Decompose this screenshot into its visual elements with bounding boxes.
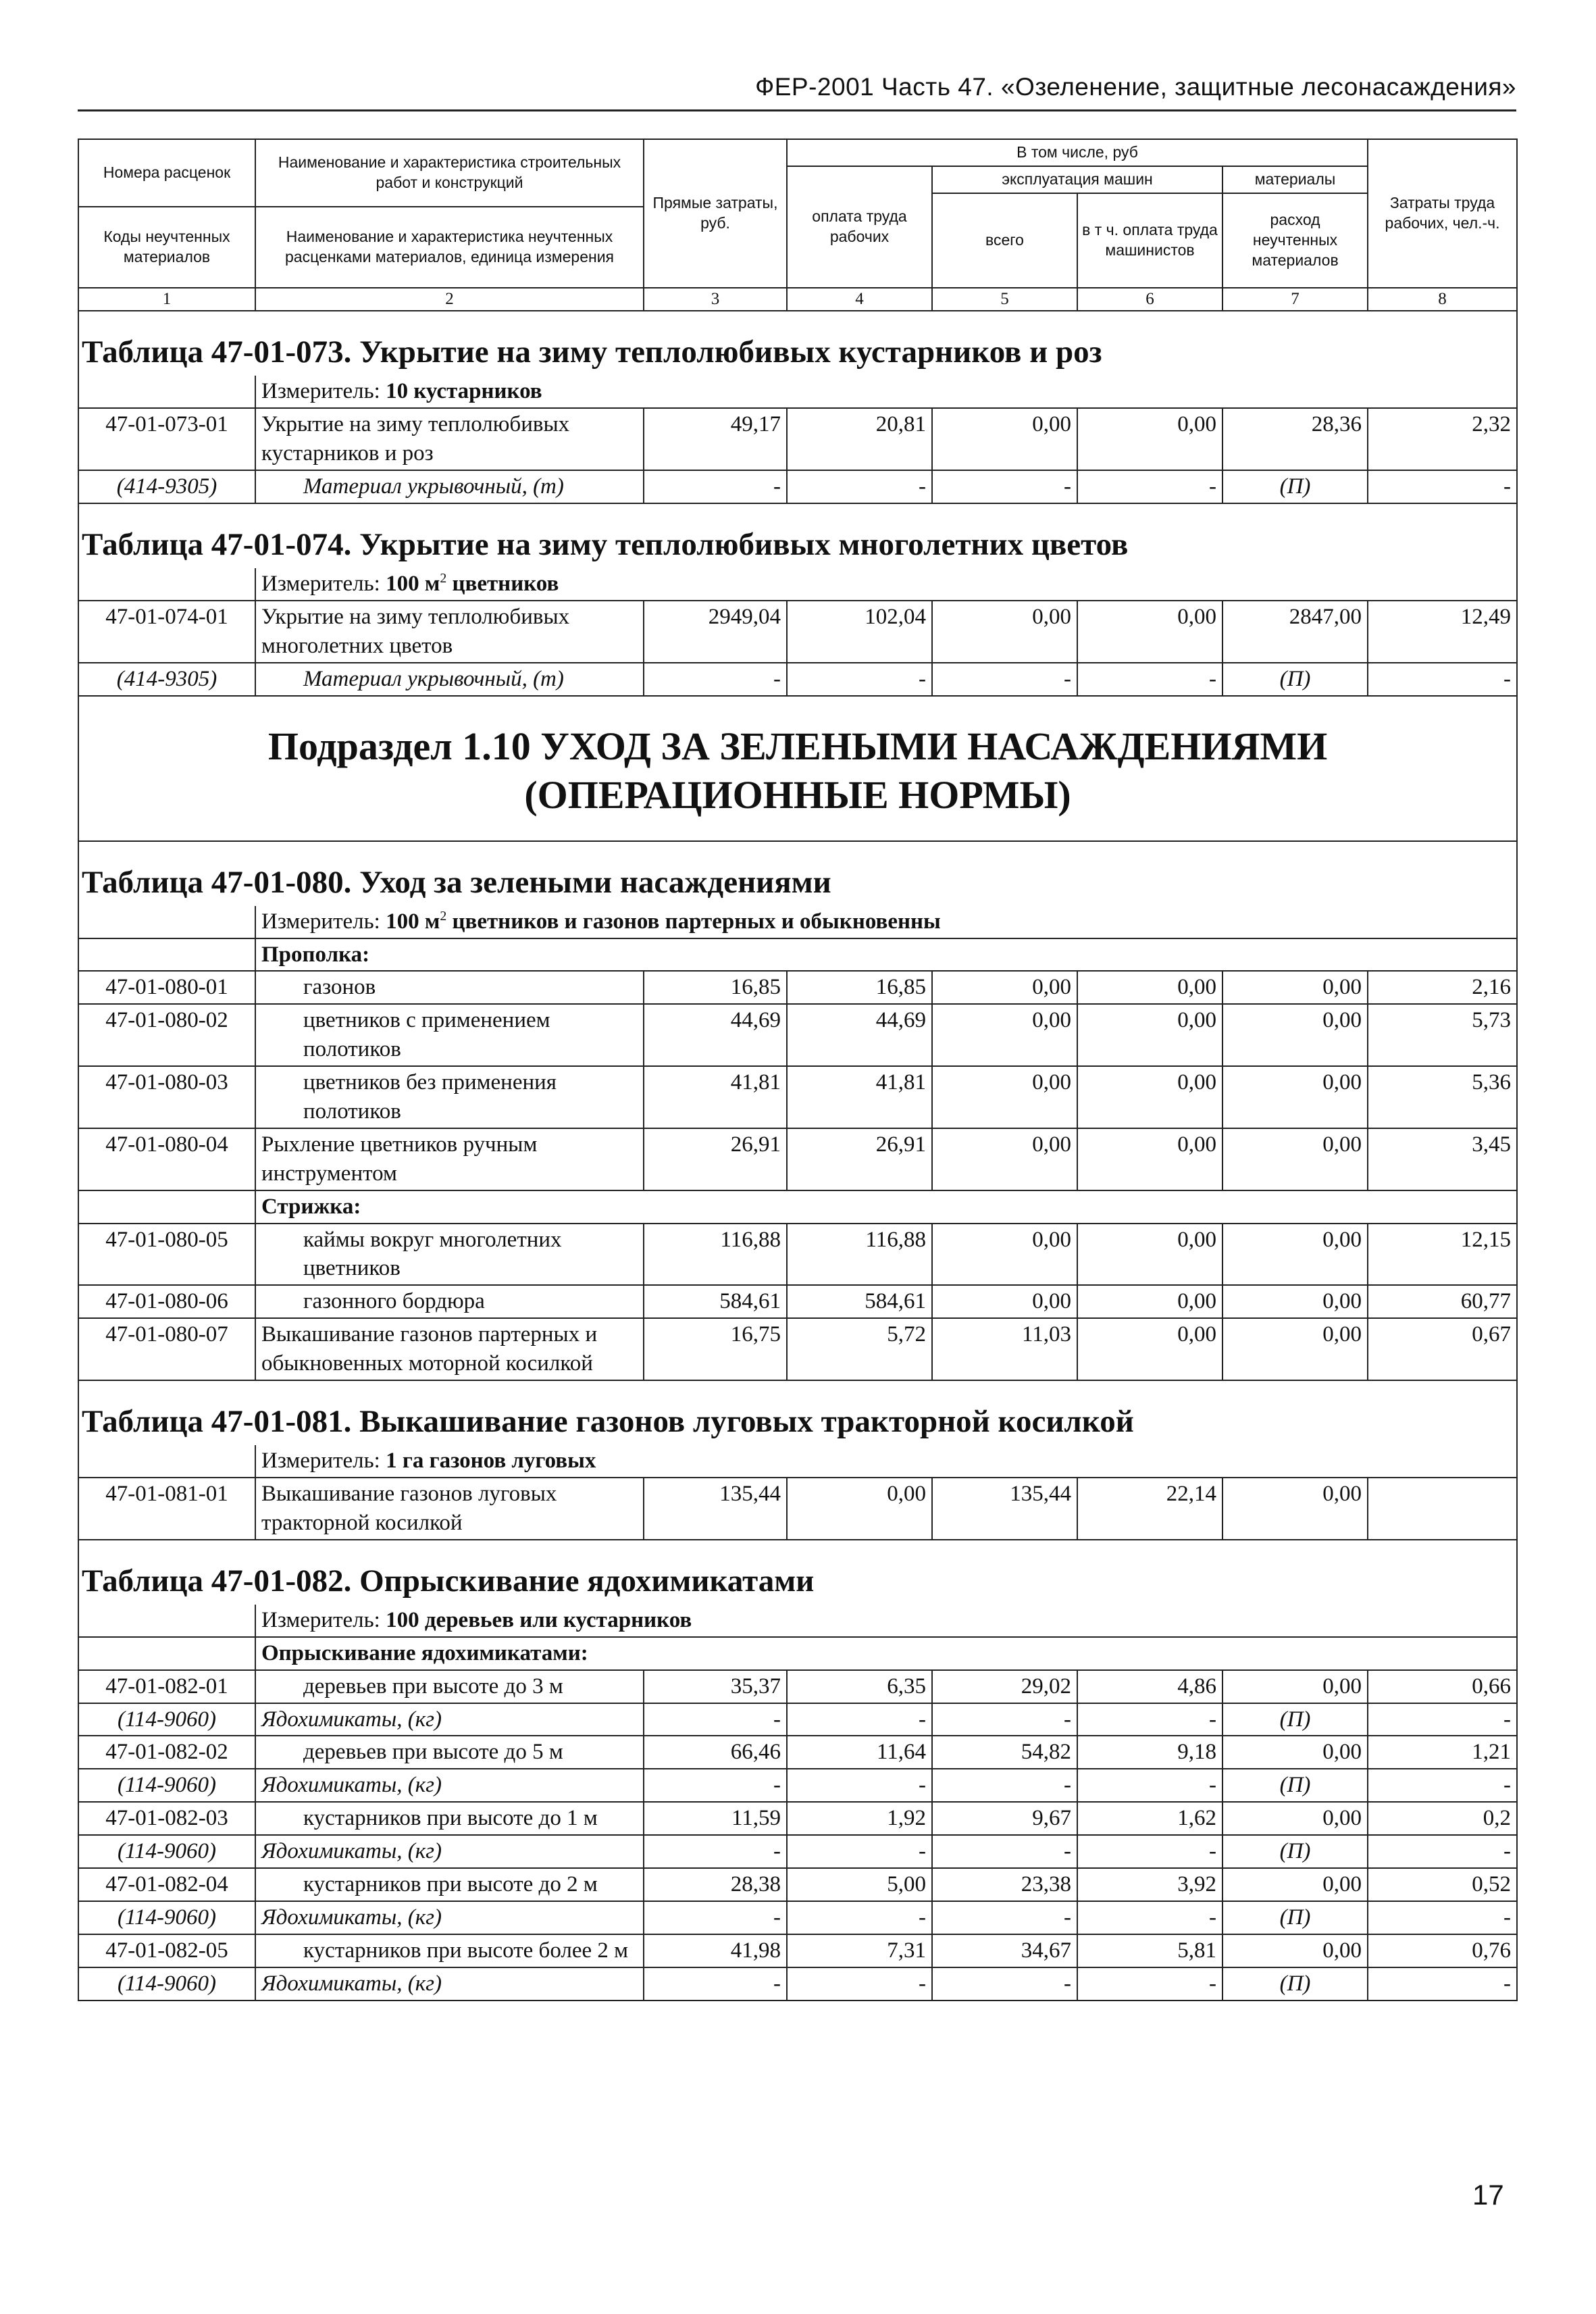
measure-sup: 2	[440, 908, 447, 924]
machines-total: -	[932, 1703, 1077, 1736]
worker-pay: 5,72	[787, 1318, 932, 1380]
rate-code: 47-01-074-01	[78, 601, 255, 663]
materials: 0,00	[1222, 1670, 1368, 1703]
machinist-pay: -	[1077, 1703, 1222, 1736]
materials: 0,00	[1222, 1736, 1368, 1769]
machines-total: 0,00	[932, 1285, 1077, 1318]
machinist-pay: 0,00	[1077, 1004, 1222, 1066]
rate-code: 47-01-080-07	[78, 1318, 255, 1380]
machines-group-header: эксплуатация машин	[932, 166, 1222, 193]
rate-name: кустарников при высоте до 2 м	[255, 1868, 644, 1901]
measure-prefix: Измеритель:	[261, 1449, 386, 1474]
table-title-080: Таблица 47-01-080. Уход за зелеными насаждениями	[78, 841, 1517, 906]
material-code: (114-9060)	[78, 1835, 255, 1868]
measure-value: 100 деревьев или кустарников	[386, 1607, 692, 1632]
materials-group-header: материалы	[1222, 166, 1368, 193]
machines-total: 9,67	[932, 1802, 1077, 1835]
machines-total: -	[932, 1769, 1077, 1802]
labor-hours: 60,77	[1368, 1285, 1517, 1318]
direct-costs: 16,75	[644, 1318, 787, 1380]
materials: (П)	[1222, 663, 1368, 696]
column-number: 6	[1077, 288, 1222, 311]
measure-unit-074	[255, 568, 1517, 601]
table-row	[78, 408, 1517, 470]
labor-hours: -	[1368, 1835, 1517, 1868]
labor-hours: 3,45	[1368, 1128, 1517, 1190]
labor-hours: 1,21	[1368, 1736, 1517, 1769]
labor-hours: 0,2	[1368, 1802, 1517, 1835]
machines-total: 0,00	[932, 601, 1077, 663]
col3-header: Прямые затраты, руб.	[644, 139, 787, 288]
machinist-pay: -	[1077, 663, 1222, 696]
machinist-pay: 0,00	[1077, 1318, 1222, 1380]
rate-name: Выкашивание газонов партерных и обыкновенных моторной косилкой	[255, 1318, 644, 1380]
direct-costs: 66,46	[644, 1736, 787, 1769]
empty-cell	[78, 376, 255, 408]
labor-hours: 5,36	[1368, 1066, 1517, 1128]
materials: 2847,00	[1222, 601, 1368, 663]
measure-unit-080	[255, 906, 1517, 938]
rate-code: 47-01-082-04	[78, 1868, 255, 1901]
labor-hours: -	[1368, 1901, 1517, 1934]
column-number: 8	[1368, 288, 1517, 311]
subsection-line-1: Подраздел 1.10 УХОД ЗА ЗЕЛЕНЫМИ НАСАЖДЕНИЯМИ	[267, 724, 1328, 768]
subsection-heading	[78, 696, 1517, 841]
material-name: Материал укрывочный, (т)	[255, 663, 644, 696]
table-row	[78, 1868, 1517, 1901]
direct-costs: 26,91	[644, 1128, 787, 1190]
material-name: Материал укрывочный, (т)	[255, 470, 644, 503]
material-name: Ядохимикаты, (кг)	[255, 1703, 644, 1736]
rate-code: 47-01-081-01	[78, 1478, 255, 1540]
header-rule	[78, 109, 1516, 111]
material-row	[78, 663, 1517, 696]
materials: 0,00	[1222, 1868, 1368, 1901]
rate-code: 47-01-080-05	[78, 1224, 255, 1286]
machines-total: -	[932, 663, 1077, 696]
table-row	[78, 1066, 1517, 1128]
table-row	[78, 1670, 1517, 1703]
materials: 0,00	[1222, 1128, 1368, 1190]
rate-name: кустарников при высоте более 2 м	[255, 1934, 644, 1967]
breakdown-group-header: В том числе, руб	[787, 139, 1368, 166]
col2-top-header: Наименование и характеристика строительных работ и конструкций	[255, 139, 644, 207]
machines-total: 11,03	[932, 1318, 1077, 1380]
materials: (П)	[1222, 1769, 1368, 1802]
machines-total: -	[932, 1835, 1077, 1868]
materials: 0,00	[1222, 1934, 1368, 1967]
machines-total: -	[932, 470, 1077, 503]
worker-pay: 116,88	[787, 1224, 932, 1286]
col2-bottom-header: Наименование и характеристика неучтенных расценками материалов, единица измерения	[255, 207, 644, 288]
material-name: Ядохимикаты, (кг)	[255, 1835, 644, 1868]
rate-name: цветников без применения полотиков	[255, 1066, 644, 1128]
rate-code: 47-01-080-02	[78, 1004, 255, 1066]
worker-pay: 44,69	[787, 1004, 932, 1066]
materials: (П)	[1222, 1901, 1368, 1934]
group-label-trimming: Стрижка:	[255, 1190, 1517, 1224]
direct-costs: -	[644, 1703, 787, 1736]
direct-costs: 116,88	[644, 1224, 787, 1286]
worker-pay: 16,85	[787, 971, 932, 1004]
worker-pay: -	[787, 1901, 932, 1934]
materials: 0,00	[1222, 1802, 1368, 1835]
material-code: (414-9305)	[78, 470, 255, 503]
measure-value: 100 м	[386, 572, 440, 597]
worker-pay: 20,81	[787, 408, 932, 470]
measure-sup: 2	[440, 571, 447, 586]
rate-code: 47-01-080-06	[78, 1285, 255, 1318]
machines-total: 0,00	[932, 1004, 1077, 1066]
rate-name: деревьев при высоте до 3 м	[255, 1670, 644, 1703]
measure-value: 10 кустарников	[386, 379, 542, 404]
labor-hours: 0,52	[1368, 1868, 1517, 1901]
column-number: 5	[932, 288, 1077, 311]
col4-header: оплата труда рабочих	[787, 166, 932, 288]
worker-pay: -	[787, 470, 932, 503]
labor-hours: 12,15	[1368, 1224, 1517, 1286]
table-row	[78, 1736, 1517, 1769]
worker-pay: 5,00	[787, 1868, 932, 1901]
material-row	[78, 1835, 1517, 1868]
machines-total: 54,82	[932, 1736, 1077, 1769]
machinist-pay: 0,00	[1077, 971, 1222, 1004]
material-name: Ядохимикаты, (кг)	[255, 1769, 644, 1802]
direct-costs: -	[644, 470, 787, 503]
worker-pay: -	[787, 1769, 932, 1802]
rate-code: 47-01-080-04	[78, 1128, 255, 1190]
empty-cell	[78, 1637, 255, 1670]
materials: 0,00	[1222, 1478, 1368, 1540]
materials: (П)	[1222, 1703, 1368, 1736]
materials: 0,00	[1222, 1285, 1368, 1318]
materials: 0,00	[1222, 971, 1368, 1004]
machinist-pay: 0,00	[1077, 1128, 1222, 1190]
material-row	[78, 470, 1517, 503]
page-number: 17	[1472, 2179, 1504, 2211]
materials: (П)	[1222, 470, 1368, 503]
table-row	[78, 1318, 1517, 1380]
worker-pay: 41,81	[787, 1066, 932, 1128]
machinist-pay: 5,81	[1077, 1934, 1222, 1967]
machines-total: 0,00	[932, 1066, 1077, 1128]
material-row	[78, 1901, 1517, 1934]
table-row	[78, 601, 1517, 663]
rate-code: 47-01-080-03	[78, 1066, 255, 1128]
rate-name: газонного бордюра	[255, 1285, 644, 1318]
machinist-pay: -	[1077, 1901, 1222, 1934]
machinist-pay: 0,00	[1077, 1066, 1222, 1128]
labor-hours: -	[1368, 470, 1517, 503]
empty-cell	[78, 568, 255, 601]
machinist-pay: -	[1077, 1769, 1222, 1802]
rate-code: 47-01-082-01	[78, 1670, 255, 1703]
worker-pay: 102,04	[787, 601, 932, 663]
machines-total: -	[932, 1901, 1077, 1934]
labor-hours: 0,67	[1368, 1318, 1517, 1380]
material-code: (114-9060)	[78, 1901, 255, 1934]
column-number: 2	[255, 288, 644, 311]
material-name: Ядохимикаты, (кг)	[255, 1901, 644, 1934]
machinist-pay: 3,92	[1077, 1868, 1222, 1901]
measure-prefix: Измеритель:	[261, 1607, 386, 1632]
machinist-pay: 1,62	[1077, 1802, 1222, 1835]
empty-cell	[78, 1445, 255, 1478]
measure-rest: цветников	[446, 572, 559, 597]
labor-hours: 0,76	[1368, 1934, 1517, 1967]
group-label-weeding: Прополка:	[255, 938, 1517, 972]
table-row	[78, 1128, 1517, 1190]
labor-hours: 2,16	[1368, 971, 1517, 1004]
group-label-spraying: Опрыскивание ядохимикатами:	[255, 1637, 1517, 1670]
materials: 0,00	[1222, 1224, 1368, 1286]
direct-costs: -	[644, 663, 787, 696]
empty-cell	[78, 1605, 255, 1637]
direct-costs: 49,17	[644, 408, 787, 470]
machines-total: -	[932, 1967, 1077, 2001]
measure-prefix: Измеритель:	[261, 379, 386, 404]
material-row	[78, 1769, 1517, 1802]
table-title-081: Таблица 47-01-081. Выкашивание газонов луговых тракторной косилкой	[78, 1380, 1517, 1445]
worker-pay: 26,91	[787, 1128, 932, 1190]
worker-pay: -	[787, 1835, 932, 1868]
labor-hours: 2,32	[1368, 408, 1517, 470]
material-code: (414-9305)	[78, 663, 255, 696]
document-header: ФЕР-2001 Часть 47. «Озеленение, защитные лесонасаждения»	[755, 73, 1516, 101]
labor-hours: 12,49	[1368, 601, 1517, 663]
measure-unit-082	[255, 1605, 1517, 1637]
direct-costs: 11,59	[644, 1802, 787, 1835]
labor-hours: 0,66	[1368, 1670, 1517, 1703]
machines-total: 23,38	[932, 1868, 1077, 1901]
measure-prefix: Измеритель:	[261, 572, 386, 597]
machinist-pay: 22,14	[1077, 1478, 1222, 1540]
col5-header: всего	[932, 193, 1077, 288]
materials: 28,36	[1222, 408, 1368, 470]
labor-hours: 5,73	[1368, 1004, 1517, 1066]
direct-costs: 35,37	[644, 1670, 787, 1703]
worker-pay: -	[787, 1967, 932, 2001]
column-number: 4	[787, 288, 932, 311]
direct-costs: -	[644, 1769, 787, 1802]
labor-hours: -	[1368, 663, 1517, 696]
machines-total: 34,67	[932, 1934, 1077, 1967]
rate-name: Выкашивание газонов луговых тракторной косилкой	[255, 1478, 644, 1540]
machines-total: 135,44	[932, 1478, 1077, 1540]
materials: (П)	[1222, 1835, 1368, 1868]
rate-name: каймы вокруг многолетних цветников	[255, 1224, 644, 1286]
machinist-pay: -	[1077, 1835, 1222, 1868]
machinist-pay: 0,00	[1077, 1285, 1222, 1318]
table-row	[78, 1004, 1517, 1066]
direct-costs: 2949,04	[644, 601, 787, 663]
machinist-pay: -	[1077, 1967, 1222, 2001]
machinist-pay: 0,00	[1077, 601, 1222, 663]
empty-cell	[78, 938, 255, 972]
labor-hours: -	[1368, 1703, 1517, 1736]
direct-costs: 41,98	[644, 1934, 787, 1967]
subsection-line-2: (ОПЕРАЦИОННЫЕ НОРМЫ)	[524, 773, 1071, 818]
machinist-pay: 4,86	[1077, 1670, 1222, 1703]
col8-header: Затраты труда рабочих, чел.-ч.	[1368, 139, 1517, 288]
rate-name: Укрытие на зиму теплолюбивых многолетних цветов	[255, 601, 644, 663]
material-code: (114-9060)	[78, 1967, 255, 2001]
col7-header: расход неучтенных материалов	[1222, 193, 1368, 288]
worker-pay: 11,64	[787, 1736, 932, 1769]
table-row	[78, 1478, 1517, 1540]
worker-pay: 584,61	[787, 1285, 932, 1318]
measure-unit-073	[255, 376, 1517, 408]
measure-rest: цветников и газонов партерных и обыкновенны	[446, 909, 941, 934]
table-title-074: Таблица 47-01-074. Укрытие на зиму теплолюбивых многолетних цветов	[78, 503, 1517, 568]
materials: 0,00	[1222, 1318, 1368, 1380]
machines-total: 0,00	[932, 1128, 1077, 1190]
rate-code: 47-01-080-01	[78, 971, 255, 1004]
worker-pay: 6,35	[787, 1670, 932, 1703]
machines-total: 0,00	[932, 971, 1077, 1004]
rate-name: цветников с применением полотиков	[255, 1004, 644, 1066]
labor-hours: -	[1368, 1769, 1517, 1802]
table-title-082: Таблица 47-01-082. Опрыскивание ядохимикатами	[78, 1540, 1517, 1605]
measure-unit-081	[255, 1445, 1517, 1478]
worker-pay: 7,31	[787, 1934, 932, 1967]
column-number: 3	[644, 288, 787, 311]
direct-costs: -	[644, 1901, 787, 1934]
measure-value: 100 м	[386, 909, 440, 934]
machines-total: 29,02	[932, 1670, 1077, 1703]
rate-name: газонов	[255, 971, 644, 1004]
col1-top-header: Номера расценок	[78, 139, 255, 207]
materials: (П)	[1222, 1967, 1368, 2001]
empty-cell	[78, 1190, 255, 1224]
direct-costs: -	[644, 1835, 787, 1868]
rate-name: Рыхление цветников ручным инструментом	[255, 1128, 644, 1190]
worker-pay: 1,92	[787, 1802, 932, 1835]
machinist-pay: 9,18	[1077, 1736, 1222, 1769]
column-number: 1	[78, 288, 255, 311]
labor-hours	[1368, 1478, 1517, 1540]
material-name: Ядохимикаты, (кг)	[255, 1967, 644, 2001]
table-row	[78, 1224, 1517, 1286]
material-row	[78, 1967, 1517, 2001]
machinist-pay: 0,00	[1077, 408, 1222, 470]
table-row	[78, 1285, 1517, 1318]
rates-table	[78, 139, 1518, 2001]
rate-name: Укрытие на зиму теплолюбивых кустарников и роз	[255, 408, 644, 470]
direct-costs: 584,61	[644, 1285, 787, 1318]
table-title-073: Таблица 47-01-073. Укрытие на зиму теплолюбивых кустарников и роз	[78, 311, 1517, 376]
material-code: (114-9060)	[78, 1703, 255, 1736]
materials: 0,00	[1222, 1066, 1368, 1128]
table-row	[78, 1934, 1517, 1967]
machines-total: 0,00	[932, 408, 1077, 470]
material-code: (114-9060)	[78, 1769, 255, 1802]
table-row	[78, 1802, 1517, 1835]
col6-header: в т ч. оплата труда машинистов	[1077, 193, 1222, 288]
rate-code: 47-01-082-03	[78, 1802, 255, 1835]
labor-hours: -	[1368, 1967, 1517, 2001]
worker-pay: -	[787, 1703, 932, 1736]
direct-costs: 41,81	[644, 1066, 787, 1128]
measure-prefix: Измеритель:	[261, 909, 386, 934]
direct-costs: 135,44	[644, 1478, 787, 1540]
machinist-pay: 0,00	[1077, 1224, 1222, 1286]
rate-name: деревьев при высоте до 5 м	[255, 1736, 644, 1769]
worker-pay: 0,00	[787, 1478, 932, 1540]
rate-code: 47-01-082-02	[78, 1736, 255, 1769]
col1-bottom-header: Коды неучтенных материалов	[78, 207, 255, 288]
materials: 0,00	[1222, 1004, 1368, 1066]
rate-name: кустарников при высоте до 1 м	[255, 1802, 644, 1835]
measure-value: 1 га газонов луговых	[386, 1449, 596, 1474]
rate-code: 47-01-082-05	[78, 1934, 255, 1967]
direct-costs: 44,69	[644, 1004, 787, 1066]
direct-costs: -	[644, 1967, 787, 2001]
machinist-pay: -	[1077, 470, 1222, 503]
empty-cell	[78, 906, 255, 938]
rate-code: 47-01-073-01	[78, 408, 255, 470]
material-row	[78, 1703, 1517, 1736]
direct-costs: 28,38	[644, 1868, 787, 1901]
table-row	[78, 971, 1517, 1004]
direct-costs: 16,85	[644, 971, 787, 1004]
worker-pay: -	[787, 663, 932, 696]
machines-total: 0,00	[932, 1224, 1077, 1286]
column-number: 7	[1222, 288, 1368, 311]
